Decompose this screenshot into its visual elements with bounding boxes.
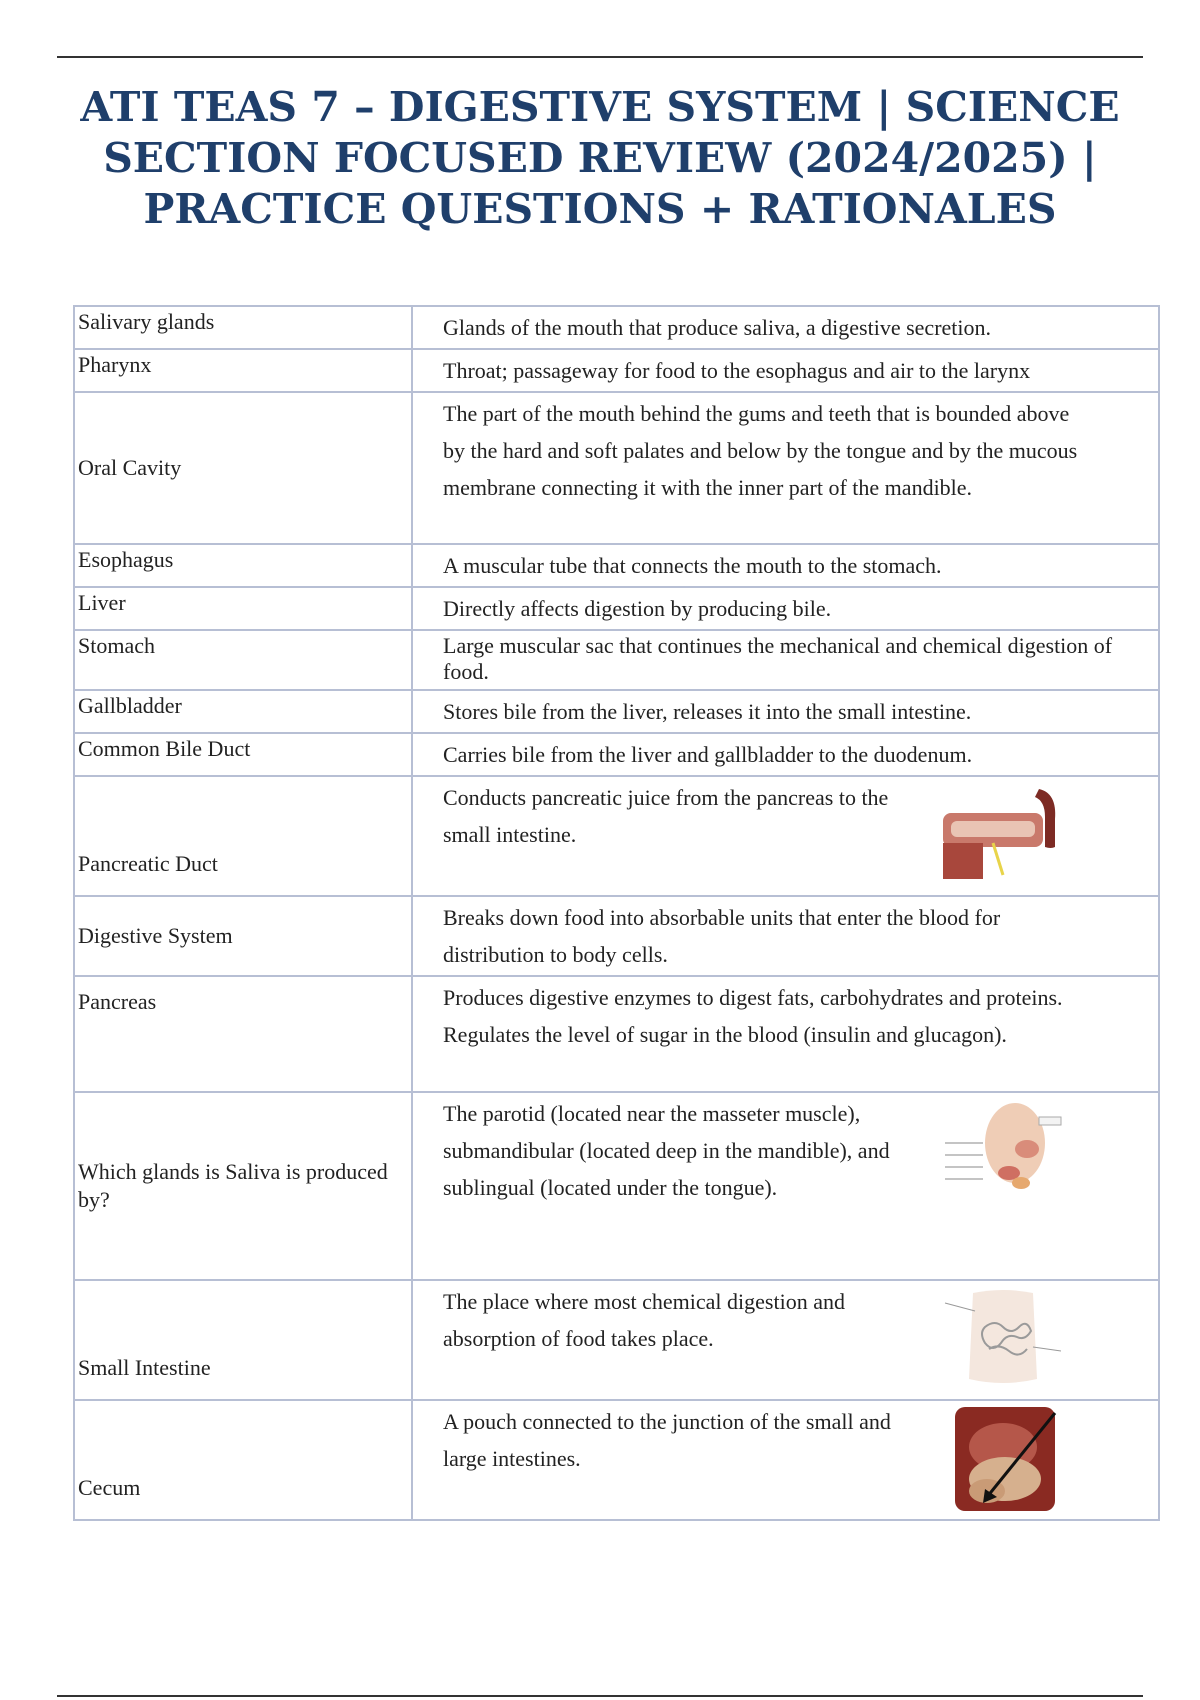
definition-cell: Breaks down food into absorbable units that enter the blood for distribution to body cells. [412, 896, 1159, 976]
term-cell: Stomach [74, 630, 412, 690]
table-row [74, 544, 1159, 587]
definition-text: Conducts pancreatic juice from the pancreas to the small intestine. [443, 785, 889, 847]
table-row [74, 587, 1159, 630]
top-rule [57, 56, 1143, 58]
definition-cell [412, 1400, 1159, 1520]
definition-cell: Throat; passageway for food to the esophagus and air to the larynx [412, 349, 1159, 392]
definition-cell [412, 1092, 1159, 1280]
definition-cell [412, 776, 1159, 896]
table-row [74, 1092, 1159, 1280]
definition-text: The place where most chemical digestion and absorption of food takes place. [443, 1289, 845, 1351]
definition-text: A pouch connected to the junction of the small and large intestines. [443, 1409, 891, 1471]
table-row [74, 630, 1159, 690]
definition-cell: Stores bile from the liver, releases it into the small intestine. [412, 690, 1159, 733]
table-row [74, 690, 1159, 733]
table-row [74, 349, 1159, 392]
term-cell: Gallbladder [74, 690, 412, 733]
definition-cell: Produces digestive enzymes to digest fats, carbohydrates and proteins. Regulates the level of sugar in the blood (insulin and glucagon). [412, 976, 1159, 1092]
term-cell: Small Intestine [74, 1280, 412, 1400]
term-cell: Esophagus [74, 544, 412, 587]
term-cell: Digestive System [74, 896, 412, 976]
definition-cell: Large muscular sac that continues the mechanical and chemical digestion of food. [412, 630, 1159, 690]
term-cell: Pancreas [74, 976, 412, 1092]
definition-cell: A muscular tube that connects the mouth to the stomach. [412, 544, 1159, 587]
table-row [74, 976, 1159, 1092]
page-title: ATI TEAS 7 – DIGESTIVE SYSTEM | SCIENCE SECTION FOCUSED REVIEW (2024/2025) | PRACTICE QUESTIONS + RATIONALES [80, 83, 1120, 233]
table-row [74, 1400, 1159, 1520]
salivary-glands-illustration [943, 1099, 1063, 1199]
table-row [74, 733, 1159, 776]
definition-cell: Glands of the mouth that produce saliva, a digestive secretion. [412, 306, 1159, 349]
table-row [74, 306, 1159, 349]
cecum-illustration [943, 1407, 1063, 1511]
bottom-rule [57, 1695, 1143, 1697]
term-cell: Pancreatic Duct [74, 776, 412, 896]
term-cell: Salivary glands [74, 306, 412, 349]
table-row [74, 776, 1159, 896]
definition-text: The parotid (located near the masseter muscle), submandibular (located deep in the mandible), and sublingual (located under the tongue). [443, 1101, 890, 1200]
term-cell: Which glands is Saliva is produced by? [74, 1092, 412, 1280]
pancreatic-duct-illustration [943, 783, 1063, 879]
term-cell: Liver [74, 587, 412, 630]
terms-table [73, 305, 1160, 1521]
table-row [74, 1280, 1159, 1400]
definition-cell: Carries bile from the liver and gallbladder to the duodenum. [412, 733, 1159, 776]
definition-cell: The part of the mouth behind the gums and teeth that is bounded above by the hard and soft palates and below by the tongue and by the mucous membrane connecting it with the inner part of the mandible. [412, 392, 1159, 544]
table-row [74, 896, 1159, 976]
definition-cell: Directly affects digestion by producing bile. [412, 587, 1159, 630]
definition-cell [412, 1280, 1159, 1400]
small-intestine-illustration [943, 1287, 1063, 1387]
term-cell: Pharynx [74, 349, 412, 392]
table-row [74, 392, 1159, 544]
term-cell: Oral Cavity [74, 392, 412, 544]
term-cell: Common Bile Duct [74, 733, 412, 776]
term-cell: Cecum [74, 1400, 412, 1520]
